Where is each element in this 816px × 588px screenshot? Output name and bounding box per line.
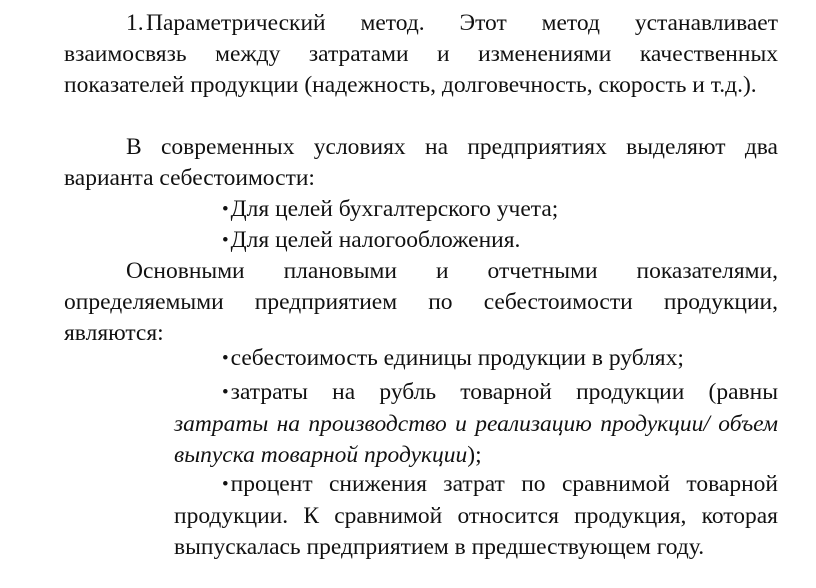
paragraph-text: В современных условиях на предприятиях выделяют два варианта себестоимости: — [64, 134, 778, 191]
list-item-text: Для целей бухгалтерского учета; — [230, 196, 559, 222]
item-number: 1. — [126, 10, 144, 36]
bullet-icon: • — [222, 230, 229, 251]
paragraph-text: Основными плановыми и отчетными показателями, определяемыми предприятием по себестоимости продукции, являются: — [64, 258, 778, 346]
formula-text: затраты на производство и реализацию продукции/ объем выпуска товарной продукции — [174, 411, 778, 468]
list-item-text: себестоимость единицы продукции в рублях; — [230, 345, 684, 371]
list-item — [174, 469, 778, 563]
bullet-icon: • — [222, 199, 229, 220]
paragraph-cost-variants — [64, 132, 778, 194]
list-item — [174, 377, 778, 471]
list-item-text: процент снижения затрат по сравнимой товарной продукции. К сравнимой относится продукция, которая выпускалась предприятием в предшествующем году. — [174, 471, 778, 560]
list-item — [222, 343, 684, 375]
bullet-icon: • — [222, 474, 229, 495]
bullet-icon: • — [222, 382, 229, 403]
list-item — [222, 225, 520, 257]
list-item-text: Для целей налогообложения. — [230, 227, 521, 253]
list-item-lead — [174, 471, 222, 497]
list-item-text: затраты на рубль товарной продукции (равны — [230, 379, 778, 405]
list-item-text-end: ); — [467, 442, 482, 468]
paragraph-text: Параметрический метод. Этот метод устанавливает взаимосвязь между затратами и изменениями качественных показателей продукции (надежность, долговечность, скорость и т.д.). — [64, 10, 778, 98]
list-item — [222, 194, 558, 226]
list-item-lead — [174, 379, 222, 405]
paragraph-parametric-method — [64, 8, 778, 101]
paragraph-indicators — [64, 256, 778, 349]
bullet-icon: • — [222, 348, 229, 369]
